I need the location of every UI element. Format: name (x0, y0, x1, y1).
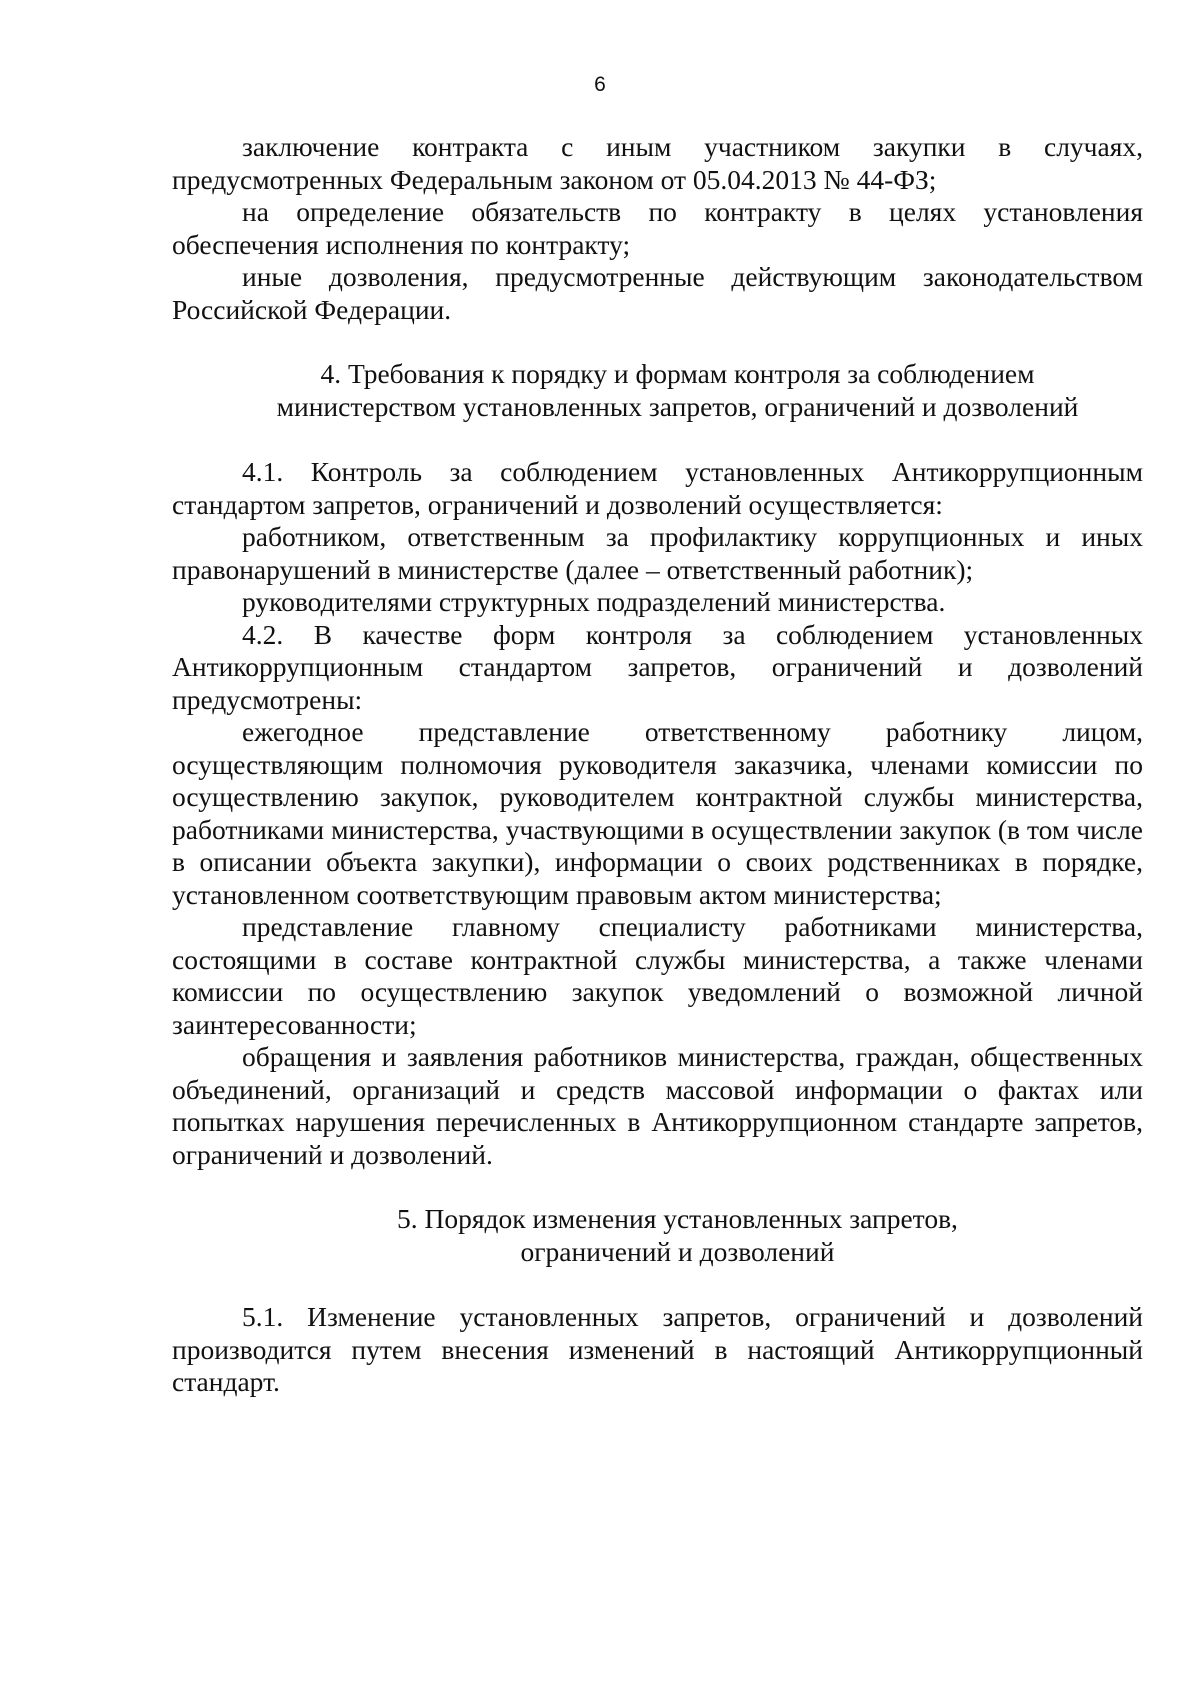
section-4-heading-line-1: 4. Требования к порядку и формам контроля за соблюдением (320, 358, 1035, 389)
paragraph: заключение контракта с иным участником закупки в случаях, предусмотренных Федеральным законом от 05.04.2013 № 44-ФЗ; (172, 131, 1143, 195)
section-5-heading-line-2: ограничений и дозволений (520, 1235, 835, 1267)
spacer (172, 1171, 1143, 1203)
paragraph: ежегодное представление ответственному работнику лицом, осуществляющим полномочия руководителя заказчика, членами комиссии по осуществлению закупок, руководителем контрактной службы министерства, работниками министерства, участвующими в осуществлении закупок (в том числе в описании объекта закупки), информации о своих родственниках в порядке, установленном соответствующим правовым актом министерства; (172, 716, 1143, 910)
section-5-heading (172, 1203, 1143, 1268)
spacer (172, 423, 1143, 456)
paragraph-4-1: 4.1. Контроль за соблюдением установленных Антикоррупционным стандартом запретов, ограничений и дозволений осуществляется: (172, 456, 1143, 520)
page-number: 6 (594, 73, 606, 96)
paragraph-4-2: 4.2. В качестве форм контроля за соблюдением установленных Антикоррупционным стандартом запретов, ограничений и дозволений предусмотрены: (172, 618, 1143, 715)
section-4-heading (172, 358, 1143, 423)
spacer (172, 326, 1143, 358)
document-body (172, 131, 1143, 1399)
paragraph: обращения и заявления работников министерства, граждан, общественных объединений, организаций и средств массовой информации о фактах или попытках нарушения перечисленных в Антикоррупционном стандарте запретов, ограничений и дозволений. (172, 1041, 1143, 1170)
spacer (172, 1268, 1143, 1301)
section-4-heading-line-2: министерством установленных запретов, ограничений и дозволений (276, 390, 1079, 422)
section-5-heading-line-1: 5. Порядок изменения установленных запретов, (397, 1203, 958, 1234)
paragraph: работником, ответственным за профилактику коррупционных и иных правонарушений в министерстве (далее – ответственный работник); (172, 521, 1143, 585)
paragraph: на определение обязательств по контракту в целях установления обеспечения исполнения по контракту; (172, 196, 1143, 260)
paragraph: руководителями структурных подразделений министерства. (242, 586, 946, 617)
paragraph: иные дозволения, предусмотренные действующим законодательством Российской Федерации. (172, 261, 1143, 325)
paragraph: представление главному специалисту работниками министерства, состоящими в составе контрактной службы министерства, а также членами комиссии по осуществлению закупок уведомлений о возможной личной заинтересованности; (172, 911, 1143, 1040)
paragraph-5-1: 5.1. Изменение установленных запретов, ограничений и дозволений производится путем внесения изменений в настоящий Антикоррупционный стандарт. (172, 1301, 1143, 1397)
